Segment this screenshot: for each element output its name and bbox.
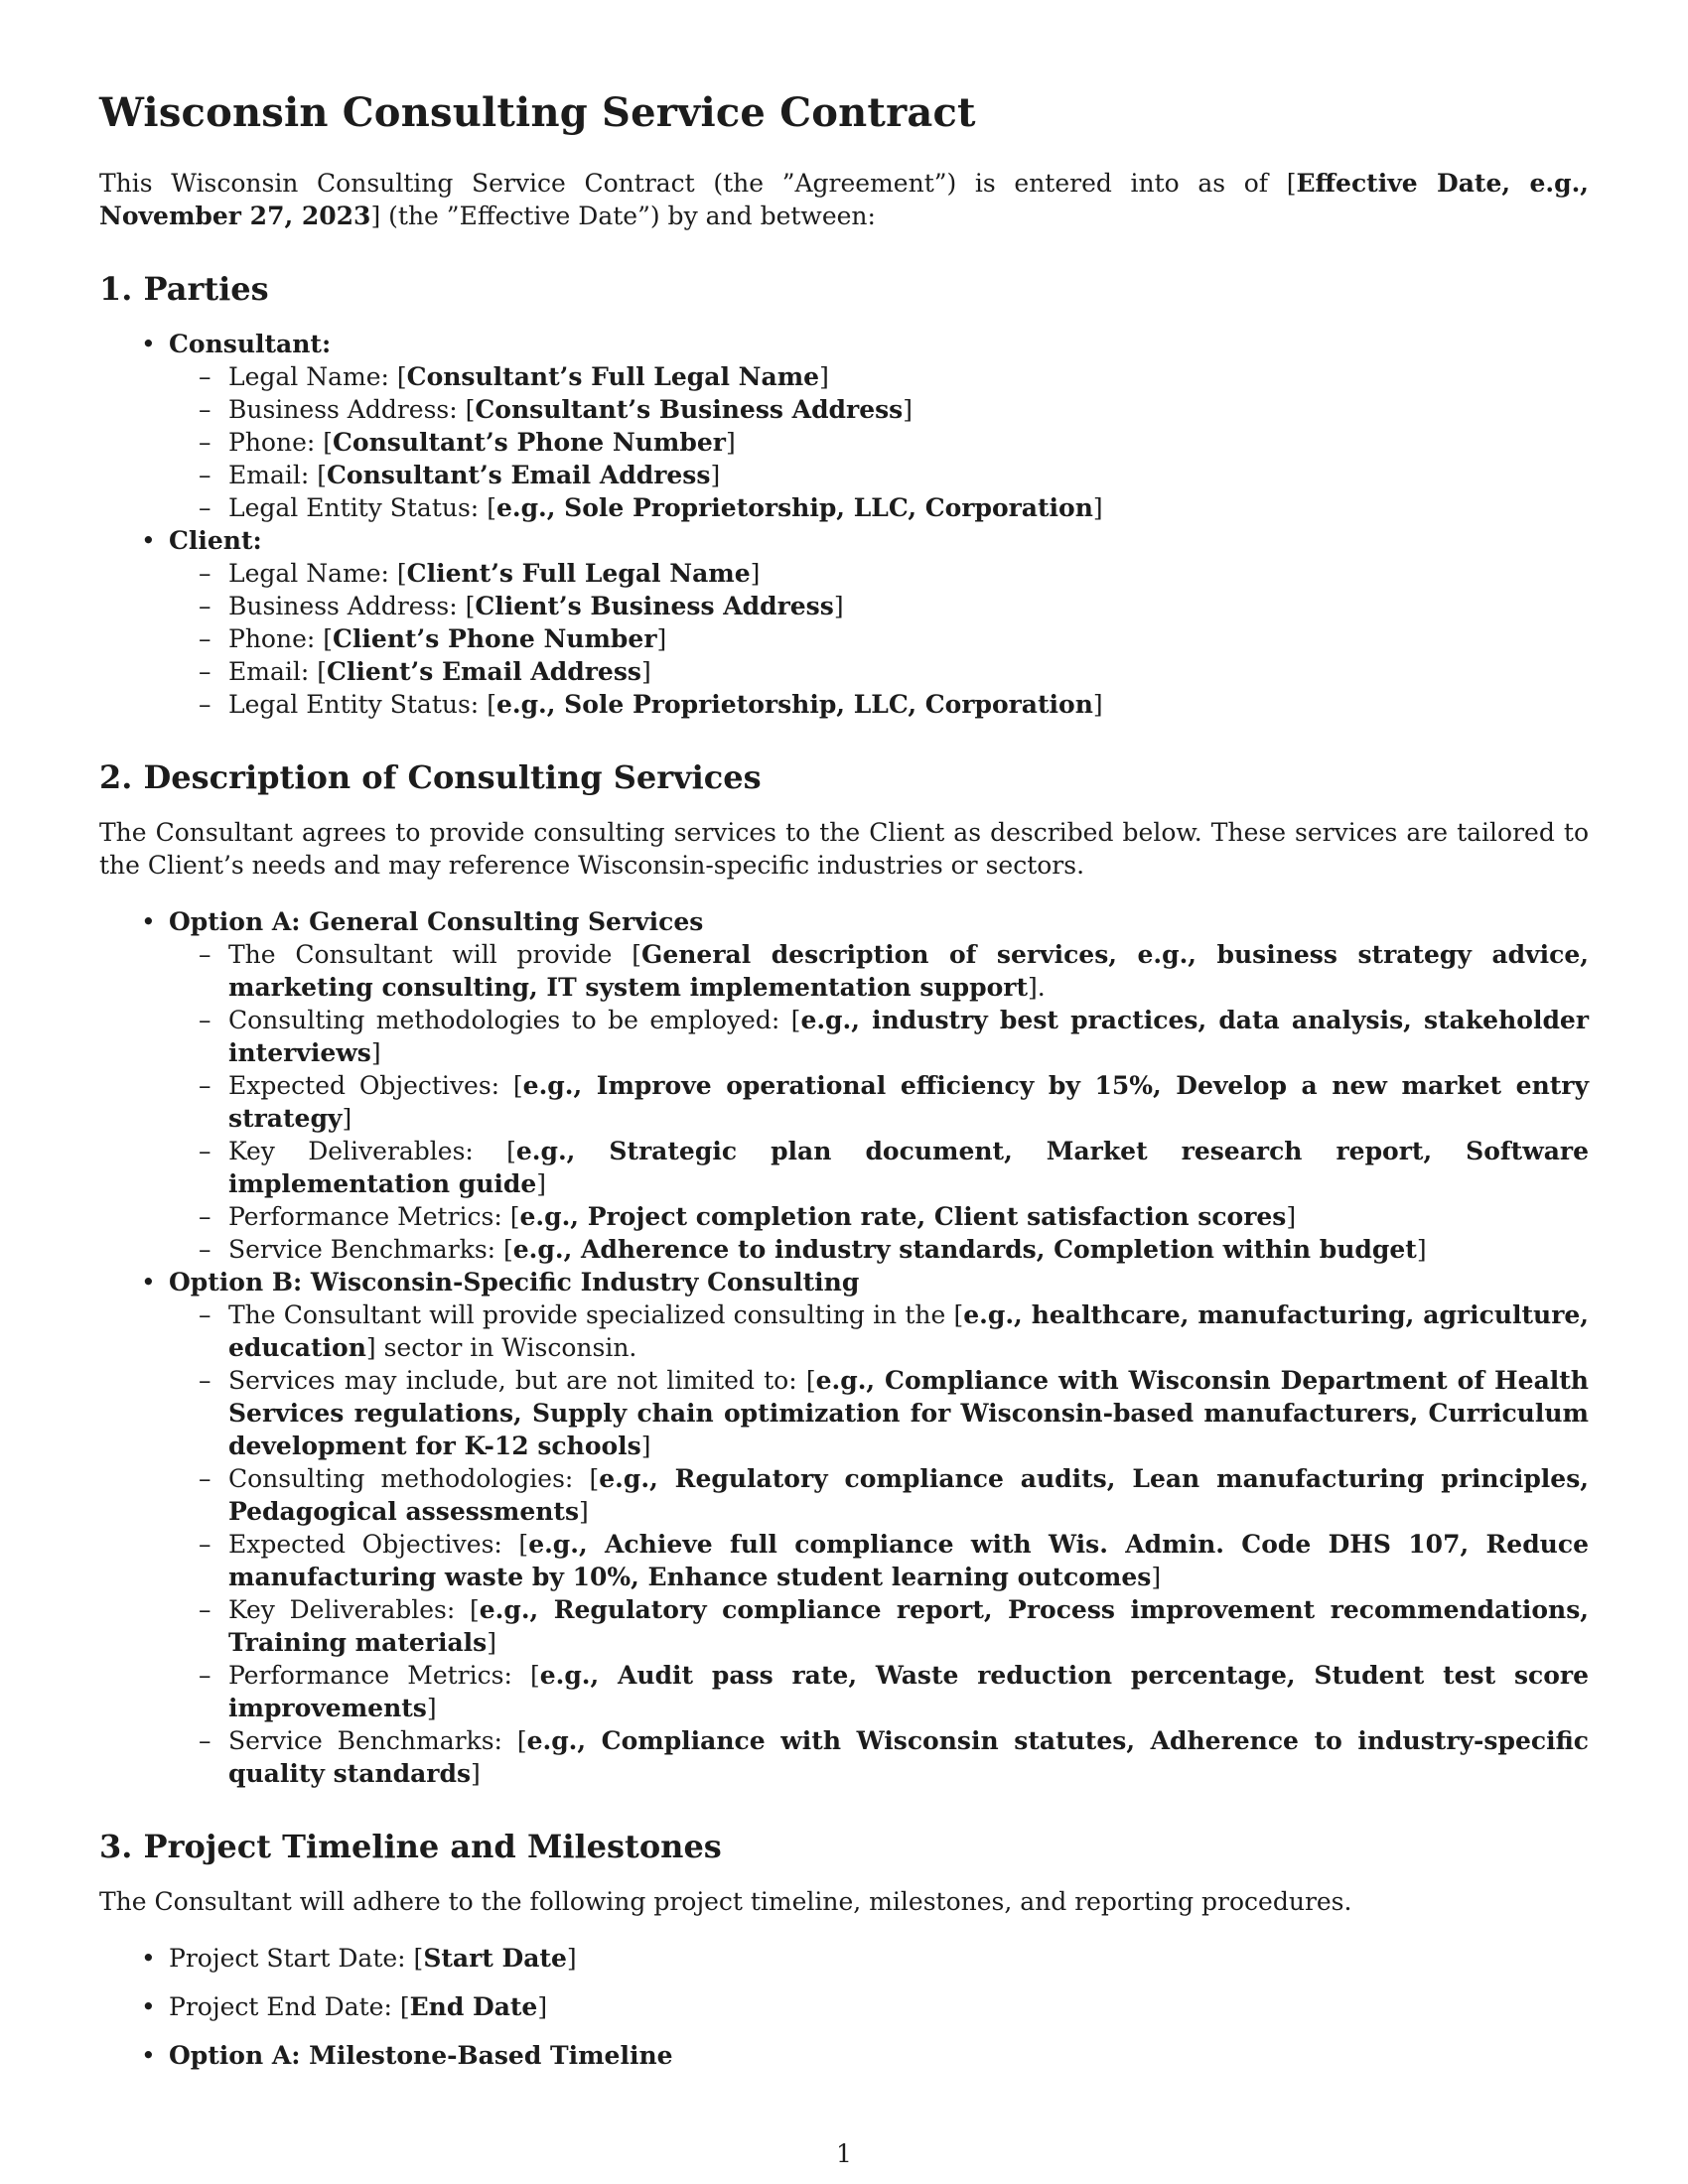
section-3-heading: 3. Project Timeline and Milestones	[99, 1828, 722, 1865]
option-a-item: • Option A: General Consulting Services – The Consultant will provide [General description of services, e.g., business strategy advice, marketing consulting, IT system implementation support]. – Consulting methodologies to be employed: [e.g., industry best practices, data analysis, stakeholder interviews] – Expected Objectives: [e.g., Improve operational efficiency by 15%, Develop a new market entry strategy] – Key Deliverables: [e.g., Strategic plan document, Market research report, Software implementation guide] – Performance Metrics: [e.g., Project completion rate, Client satisfaction scores] – Service Benchmarks: [e.g., Adherence to industry standards, Completion within budget]	[169, 905, 1589, 1266]
list-item: – Key Deliverables: [e.g., Strategic plan document, Market research report, Software implementation guide]	[228, 1135, 1589, 1200]
list-item: – Legal Name: [Consultant’s Full Legal Name]	[228, 360, 1589, 393]
list-item: – Performance Metrics: [e.g., Project completion rate, Client satisfaction scores]	[228, 1200, 1589, 1233]
list-item: – Expected Objectives: [e.g., Achieve full compliance with Wis. Admin. Code DHS 107, Reduce manufacturing waste by 10%, Enhance student learning outcomes]	[228, 1528, 1589, 1593]
timeline-list	[99, 1942, 1589, 2072]
list-item: – Service Benchmarks: [e.g., Compliance with Wisconsin statutes, Adherence to industry-specific quality standards]	[228, 1724, 1589, 1790]
option-a-details	[169, 938, 1589, 1266]
client-details	[169, 557, 1589, 721]
list-item: – Email: [Client’s Email Address]	[228, 655, 1589, 688]
section-3-intro: The Consultant will adhere to the following project timeline, milestones, and reporting procedures.	[99, 1887, 1352, 1916]
parties-list	[99, 328, 1589, 721]
consultant-item: • Consultant: – Legal Name: [Consultant’s Full Legal Name] – Business Address: [Consultant’s Business Address] – Phone: [Consultant’s Phone Number] – Email: [Consultant’s Email Address] – Legal Entity Status: [e.g., Sole Proprietorship, LLC, Corporation]	[169, 328, 1589, 524]
list-item: – Performance Metrics: [e.g., Audit pass rate, Waste reduction percentage, Student test score improvements]	[228, 1659, 1589, 1724]
start-date-item: • Project Start Date: [Start Date]	[169, 1942, 1589, 1975]
list-item: – Expected Objectives: [e.g., Improve operational efficiency by 15%, Develop a new market entry strategy]	[228, 1069, 1589, 1135]
list-item: – Key Deliverables: [e.g., Regulatory compliance report, Process improvement recommendations, Training materials]	[228, 1593, 1589, 1659]
section-2-heading: 2. Description of Consulting Services	[99, 758, 762, 796]
consultant-details	[169, 360, 1589, 524]
list-item: – The Consultant will provide specialized consulting in the [e.g., healthcare, manufacturing, agriculture, education] sector in Wisconsin.	[228, 1298, 1589, 1364]
list-item: – Business Address: [Consultant’s Business Address]	[228, 393, 1589, 426]
section-1-heading: 1. Parties	[99, 270, 269, 308]
list-item: – Legal Name: [Client’s Full Legal Name]	[228, 557, 1589, 590]
end-date-item: • Project End Date: [End Date]	[169, 1990, 1589, 2023]
option-b-details	[169, 1298, 1589, 1790]
document-title: Wisconsin Consulting Service Contract	[99, 89, 976, 136]
intro-paragraph: This Wisconsin Consulting Service Contract (the ”Agreement”) is entered into as of [Effective Date, e.g., November 27, 2023] (the ”Effective Date”) by and between:	[99, 169, 1589, 230]
list-item: – Phone: [Consultant’s Phone Number]	[228, 426, 1589, 459]
list-item: – Services may include, but are not limited to: [e.g., Compliance with Wisconsin Department of Health Services regulations, Supply chain optimization for Wisconsin-based manufacturers, Curriculum development for K-12 schools]	[228, 1364, 1589, 1462]
list-item: – Phone: [Client’s Phone Number]	[228, 622, 1589, 655]
client-item: • Client: – Legal Name: [Client’s Full Legal Name] – Business Address: [Client’s Business Address] – Phone: [Client’s Phone Number] – Email: [Client’s Email Address] – Legal Entity Status: [e.g., Sole Proprietorship, LLC, Corporation]	[169, 524, 1589, 721]
document-page	[99, 87, 1589, 2088]
list-item: – The Consultant will provide [General description of services, e.g., business strategy advice, marketing consulting, IT system implementation support].	[228, 938, 1589, 1004]
milestone-option-a-item: • Option A: Milestone-Based Timeline	[169, 2039, 1589, 2072]
list-item: – Email: [Consultant’s Email Address]	[228, 459, 1589, 491]
list-item: – Consulting methodologies: [e.g., Regulatory compliance audits, Lean manufacturing principles, Pedagogical assessments]	[228, 1462, 1589, 1528]
section-2-intro: The Consultant agrees to provide consulting services to the Client as described below. These services are tailored to the Client’s needs and may reference Wisconsin-specific industries or sectors.	[99, 818, 1589, 880]
list-item: – Business Address: [Client’s Business Address]	[228, 590, 1589, 622]
page-number: 1	[836, 2139, 852, 2168]
services-options-list	[99, 905, 1589, 1790]
list-item: – Consulting methodologies to be employed: [e.g., industry best practices, data analysis, stakeholder interviews]	[228, 1004, 1589, 1069]
option-b-item: • Option B: Wisconsin-Specific Industry Consulting – The Consultant will provide specialized consulting in the [e.g., healthcare, manufacturing, agriculture, education] sector in Wisconsin. – Services may include, but are not limited to: [e.g., Compliance with Wisconsin Department of Health Services regulations, Supply chain optimization for Wisconsin-based manufacturers, Curriculum development for K-12 schools] – Consulting methodologies: [e.g., Regulatory compliance audits, Lean manufacturing principles, Pedagogical assessments] – Expected Objectives: [e.g., Achieve full compliance with Wis. Admin. Code DHS 107, Reduce manufacturing waste by 10%, Enhance student learning outcomes] – Key Deliverables: [e.g., Regulatory compliance report, Process improvement recommendations, Training materials] – Performance Metrics: [e.g., Audit pass rate, Waste reduction percentage, Student test score improvements] – Service Benchmarks: [e.g., Compliance with Wisconsin statutes, Adherence to industry-specific quality standards]	[169, 1266, 1589, 1790]
list-item: – Legal Entity Status: [e.g., Sole Proprietorship, LLC, Corporation]	[228, 688, 1589, 721]
list-item: – Legal Entity Status: [e.g., Sole Proprietorship, LLC, Corporation]	[228, 491, 1589, 524]
effective-date-placeholder: Effective Date, e.g., November 27, 2023	[99, 169, 1589, 230]
list-item: – Service Benchmarks: [e.g., Adherence to industry standards, Completion within budget]	[228, 1233, 1589, 1266]
